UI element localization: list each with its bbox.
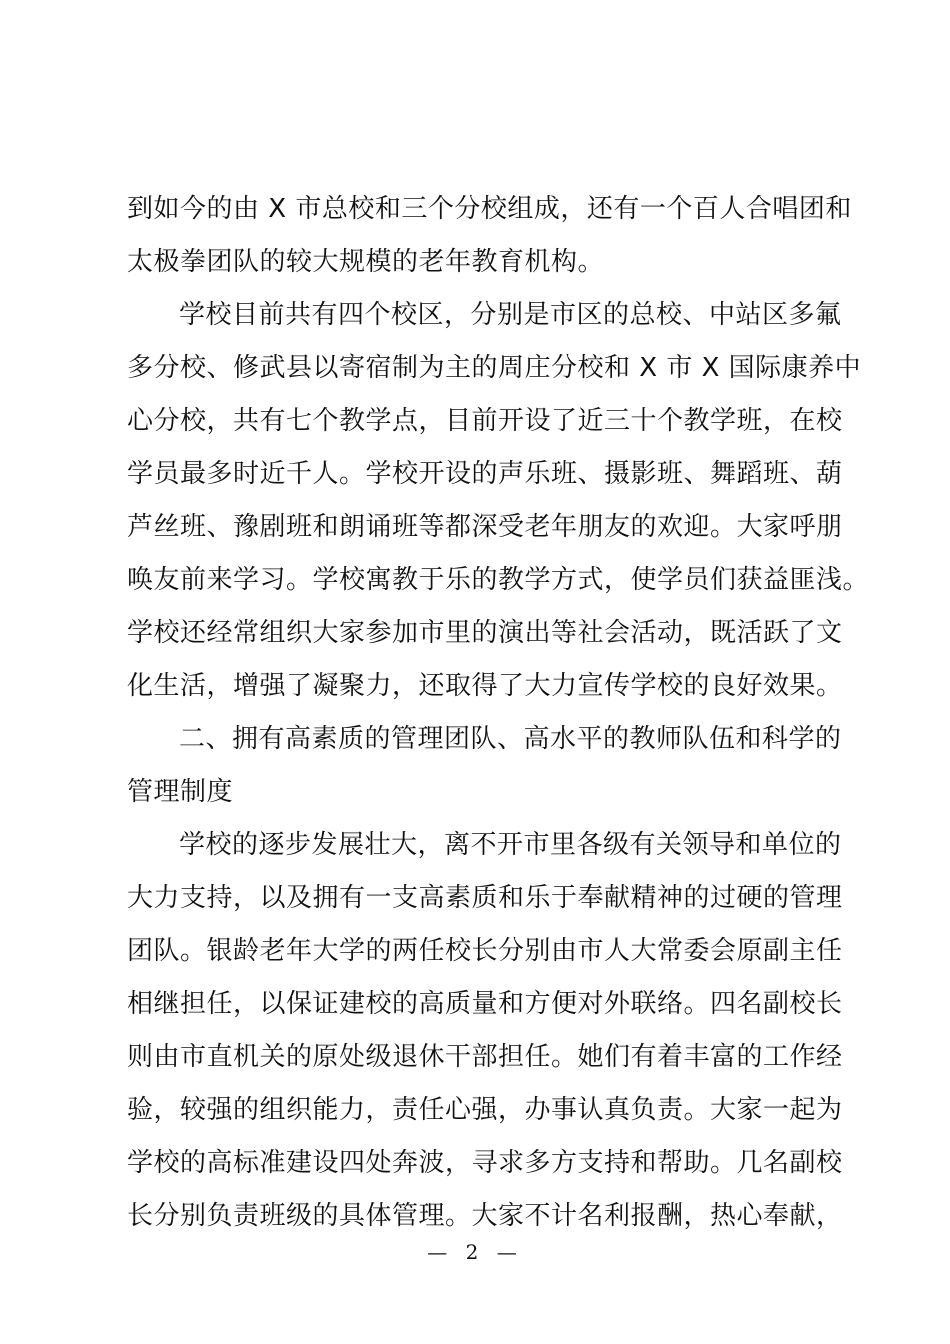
text-line: 太极拳团队的较大规模的老年教育机构。 xyxy=(127,247,605,277)
text-line: 验，较强的组织能力，责任心强，办事认真负责。大家一起为 xyxy=(127,1095,843,1125)
text-line: 长分别负责班级的具体管理。大家不计名利报酬，热心奉献， xyxy=(127,1201,843,1231)
text-line: 大力支持，以及拥有一支高素质和乐于奉献精神的过硬的管理 xyxy=(127,883,843,913)
text-line: 化生活，增强了凝聚力，还取得了大力宣传学校的良好效果。 xyxy=(127,671,843,701)
page-number: — 2 — xyxy=(427,1240,523,1264)
body-text xyxy=(127,183,870,1243)
section-heading-line: 二、拥有高素质的管理团队、高水平的教师队伍和科学的 xyxy=(179,724,842,754)
text-line: 相继担任，以保证建校的高质量和方便对外联络。四名副校长 xyxy=(127,989,843,1019)
text-line: 唤友前来学习。学校寓教于乐的教学方式，使学员们获益匪浅。 xyxy=(127,565,870,595)
section-heading-line: 管理制度 xyxy=(127,777,234,807)
text-line: 团队。银龄老年大学的两任校长分别由市人大常委会原副主任 xyxy=(127,936,843,966)
text-line: 则由市直机关的原处级退休干部担任。她们有着丰富的工作经 xyxy=(127,1042,843,1072)
paragraph-start-line: 学校目前共有四个校区，分别是市区的总校、中站区多氟 xyxy=(179,300,842,330)
text-line: 多分校、修武县以寄宿制为主的周庄分校和 X 市 X 国际康养中 xyxy=(127,353,862,383)
text-line: 芦丝班、豫剧班和朗诵班等都深受老年朋友的欢迎。大家呼朋 xyxy=(127,512,843,542)
text-line: 心分校，共有七个教学点，目前开设了近三十个教学班，在校 xyxy=(127,406,843,436)
text-line: 学校的高标准建设四处奔波，寻求多方支持和帮助。几名副校 xyxy=(127,1148,843,1178)
text-line: 到如今的由 X 市总校和三个分校组成，还有一个百人合唱团和 xyxy=(127,194,852,224)
paragraph-start-line: 学校的逐步发展壮大，离不开市里各级有关领导和单位的 xyxy=(179,830,842,860)
text-line: 学员最多时近千人。学校开设的声乐班、摄影班、舞蹈班、葫 xyxy=(127,459,843,489)
text-line: 学校还经常组织大家参加市里的演出等社会活动，既活跃了文 xyxy=(127,618,843,648)
